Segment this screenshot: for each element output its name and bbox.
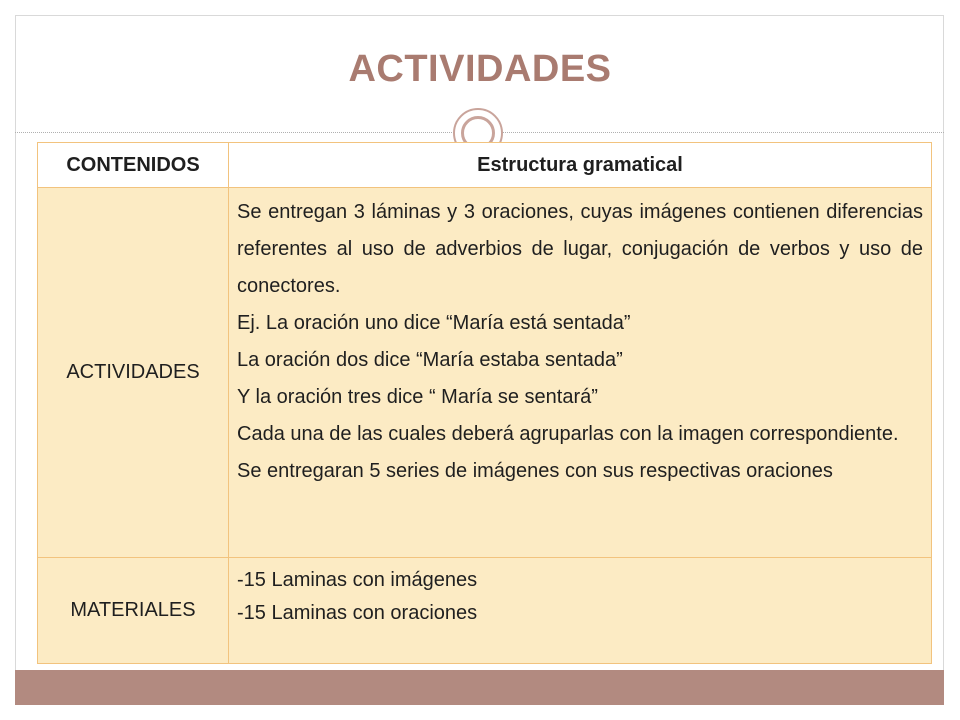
footer-bar [15,670,944,705]
slide-title: ACTIVIDADES [348,48,612,90]
actividades-paragraph: Se entregaran 5 series de imágenes con sus respectivas oraciones [237,460,833,482]
activities-table [37,142,932,664]
materiales-item: -15 Laminas con oraciones [237,602,478,624]
header-contenidos: CONTENIDOS [38,143,229,188]
table-row-actividades [38,188,932,558]
header-estructura-gramatical: Estructura gramatical [229,143,932,188]
actividades-paragraph: Ej. La oración uno dice “María está sentada” [237,312,631,334]
actividades-paragraph: Y la oración tres dice “ María se sentará” [237,386,598,408]
table-row-materiales [38,558,932,664]
actividades-paragraph: Se entregan 3 láminas y 3 oraciones, cuyas imágenes contienen diferencias referentes al uso de adverbios de lugar, conjugación de verbos y uso de conectores. [237,201,923,297]
actividades-description [229,188,932,558]
table-header-row [38,143,932,188]
row-label-materiales: MATERIALES [38,558,229,664]
materiales-list [229,558,932,664]
materiales-item: -15 Laminas con imágenes [237,569,478,591]
actividades-paragraph: Cada una de las cuales deberá agruparlas con la imagen correspondiente. [237,423,899,445]
row-label-actividades: ACTIVIDADES [38,188,229,558]
actividades-paragraph: La oración dos dice “María estaba sentada” [237,349,623,371]
